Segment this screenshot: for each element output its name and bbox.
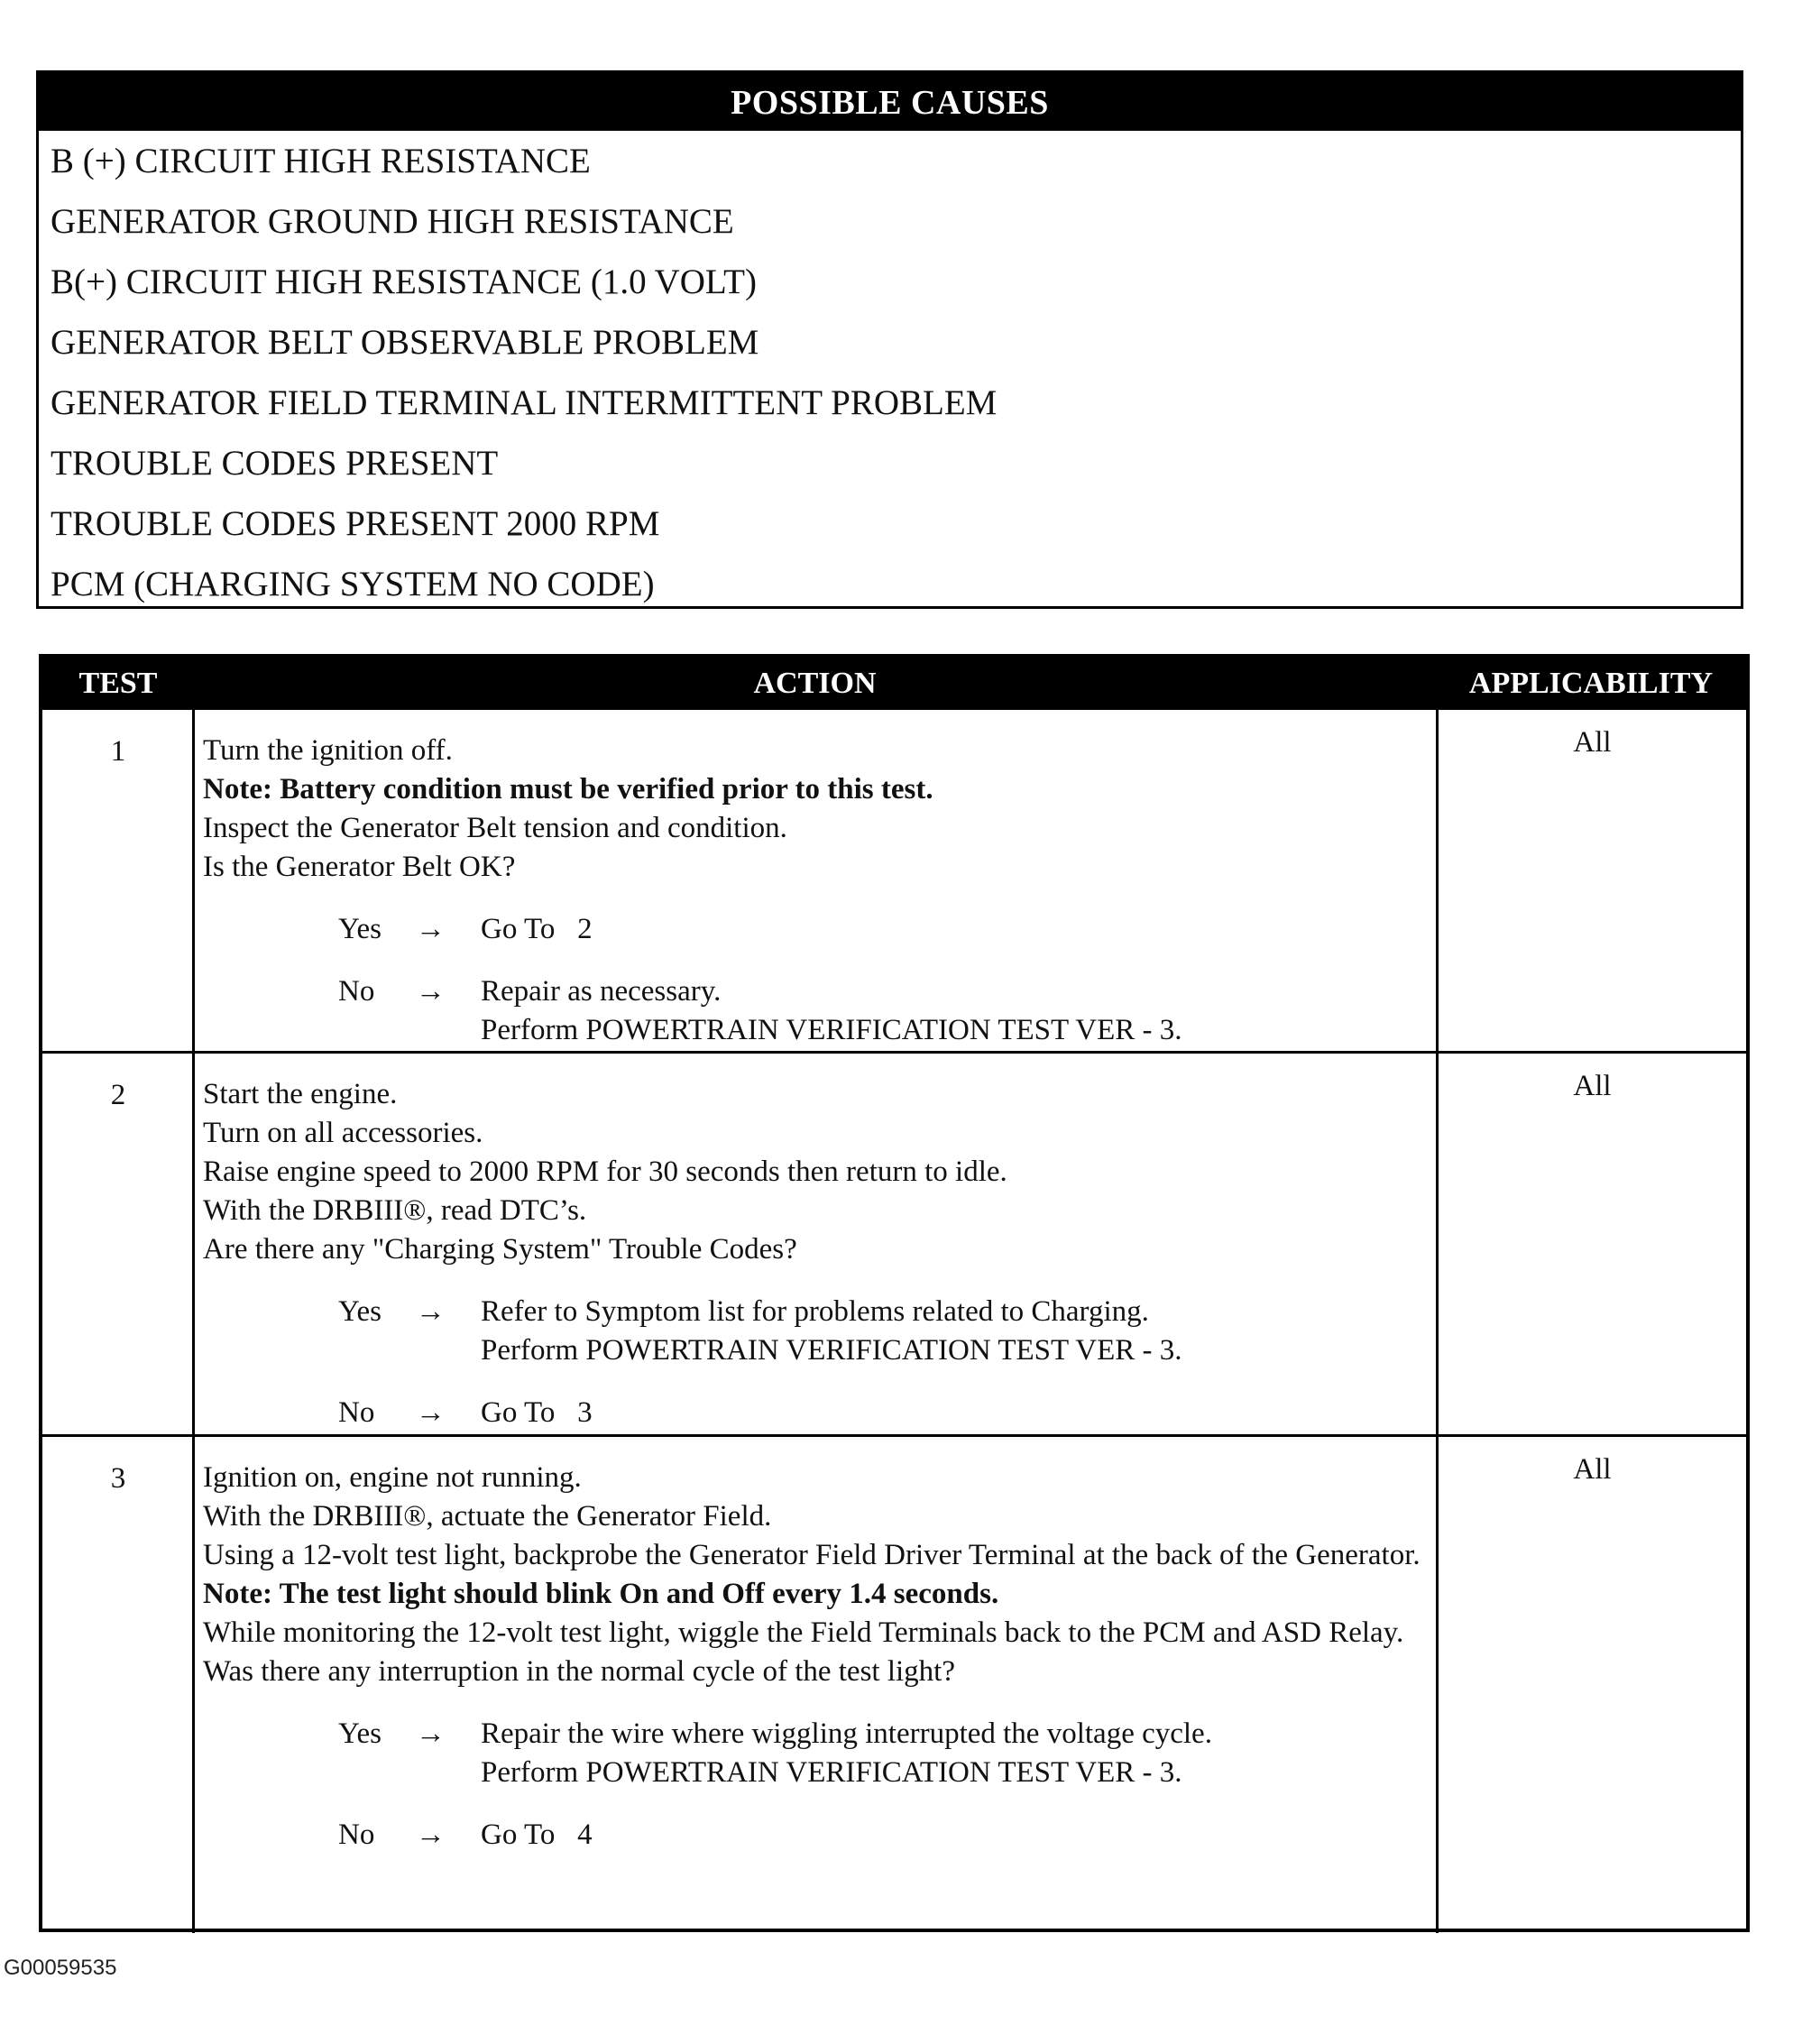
- action-line: Was there any interruption in the normal cycle of the test light?: [203, 1655, 955, 1688]
- test-applicability: All: [1573, 1453, 1612, 1486]
- result-line: Go To 2: [481, 913, 593, 945]
- cause-item: TROUBLE CODES PRESENT: [51, 444, 499, 483]
- yes-result: [481, 1715, 1429, 1792]
- no-outcome: [203, 972, 1429, 1050]
- possible-causes-header: POSSIBLE CAUSES: [39, 73, 1741, 131]
- cause-item: GENERATOR FIELD TERMINAL INTERMITTENT PROBLEM: [51, 383, 998, 422]
- cause-item: B (+) CIRCUIT HIGH RESISTANCE: [51, 142, 591, 180]
- arrow-icon: →: [416, 1295, 446, 1328]
- arrow-icon: →: [416, 1717, 446, 1750]
- cause-item: PCM (CHARGING SYSTEM NO CODE): [51, 565, 655, 603]
- figure-id: G00059535: [4, 1956, 117, 1980]
- arrow-icon: →: [416, 975, 446, 1008]
- yes-result: [481, 1293, 1429, 1370]
- result-line: Perform POWERTRAIN VERIFICATION TEST VER - 3.: [481, 1756, 1182, 1789]
- header-test: TEST: [78, 667, 158, 700]
- test-action: [192, 1054, 1439, 1434]
- cause-item: GENERATOR BELT OBSERVABLE PROBLEM: [51, 323, 759, 362]
- no-outcome: [203, 1394, 1429, 1432]
- arrow-icon: →: [416, 913, 446, 945]
- action-note: Note: Battery condition must be verified prior to this test.: [203, 773, 933, 806]
- action-line: Raise engine speed to 2000 RPM for 30 seconds then return to idle.: [203, 1156, 1007, 1188]
- test-number: 2: [110, 1079, 126, 1111]
- result-line: Repair the wire where wiggling interrupted the voltage cycle.: [481, 1717, 1212, 1750]
- yes-label: Yes: [338, 1717, 382, 1750]
- test-action: [192, 1437, 1439, 1933]
- no-label: No: [338, 1396, 375, 1429]
- test-row-1: [42, 707, 1746, 1051]
- yes-result: [481, 910, 1429, 949]
- no-label: No: [338, 975, 375, 1008]
- action-line: Start the engine.: [203, 1078, 398, 1110]
- possible-causes-list: [39, 131, 1741, 614]
- action-line: While monitoring the 12-volt test light, wiggle the Field Terminals back to the PCM and ASD Relay.: [203, 1616, 1404, 1649]
- action-line: Turn the ignition off.: [203, 734, 453, 767]
- arrow-icon: →: [416, 1396, 446, 1429]
- test-number: 1: [110, 735, 126, 768]
- yes-outcome: [203, 910, 1429, 949]
- no-result: [481, 1394, 1429, 1432]
- no-outcome: [203, 1816, 1429, 1855]
- possible-causes-box: [36, 70, 1743, 609]
- action-line: With the DRBIII®, read DTC’s.: [203, 1194, 587, 1227]
- action-line: Turn on all accessories.: [203, 1117, 483, 1149]
- action-line: Is the Generator Belt OK?: [203, 851, 516, 883]
- test-row-2: [42, 1051, 1746, 1434]
- cause-item: B(+) CIRCUIT HIGH RESISTANCE (1.0 VOLT): [51, 262, 757, 301]
- yes-outcome: [203, 1715, 1429, 1792]
- result-line: Go To 3: [481, 1396, 593, 1429]
- action-line: Using a 12-volt test light, backprobe the Generator Field Driver Terminal at the back of the Generator.: [203, 1539, 1421, 1571]
- action-line: Ignition on, engine not running.: [203, 1461, 582, 1494]
- result-line: Repair as necessary.: [481, 975, 722, 1008]
- test-action: [192, 710, 1439, 1051]
- result-line: Go To 4: [481, 1818, 593, 1851]
- yes-label: Yes: [338, 913, 382, 945]
- action-note: Note: The test light should blink On and Off every 1.4 seconds.: [203, 1578, 999, 1610]
- action-line: With the DRBIII®, actuate the Generator Field.: [203, 1500, 772, 1533]
- header-applicability: APPLICABILITY: [1468, 667, 1714, 700]
- cause-item: TROUBLE CODES PRESENT 2000 RPM: [51, 504, 660, 543]
- header-action: ACTION: [753, 667, 877, 700]
- test-applicability: All: [1573, 1070, 1612, 1102]
- action-line: Are there any "Charging System" Trouble Codes?: [203, 1233, 797, 1266]
- action-line: Inspect the Generator Belt tension and condition.: [203, 812, 787, 844]
- no-label: No: [338, 1818, 375, 1851]
- test-applicability: All: [1573, 726, 1612, 759]
- cause-item: GENERATOR GROUND HIGH RESISTANCE: [51, 202, 734, 241]
- test-table: [39, 654, 1750, 1932]
- yes-outcome: [203, 1293, 1429, 1370]
- result-line: Perform POWERTRAIN VERIFICATION TEST VER - 3.: [481, 1014, 1182, 1046]
- no-result: [481, 1816, 1429, 1855]
- result-line: Perform POWERTRAIN VERIFICATION TEST VER - 3.: [481, 1334, 1182, 1367]
- test-number: 3: [110, 1462, 126, 1495]
- arrow-icon: →: [416, 1818, 446, 1851]
- test-table-header: [42, 658, 1746, 707]
- result-line: Refer to Symptom list for problems related to Charging.: [481, 1295, 1149, 1328]
- no-result: [481, 972, 1429, 1050]
- test-row-3: [42, 1434, 1746, 1933]
- yes-label: Yes: [338, 1295, 382, 1328]
